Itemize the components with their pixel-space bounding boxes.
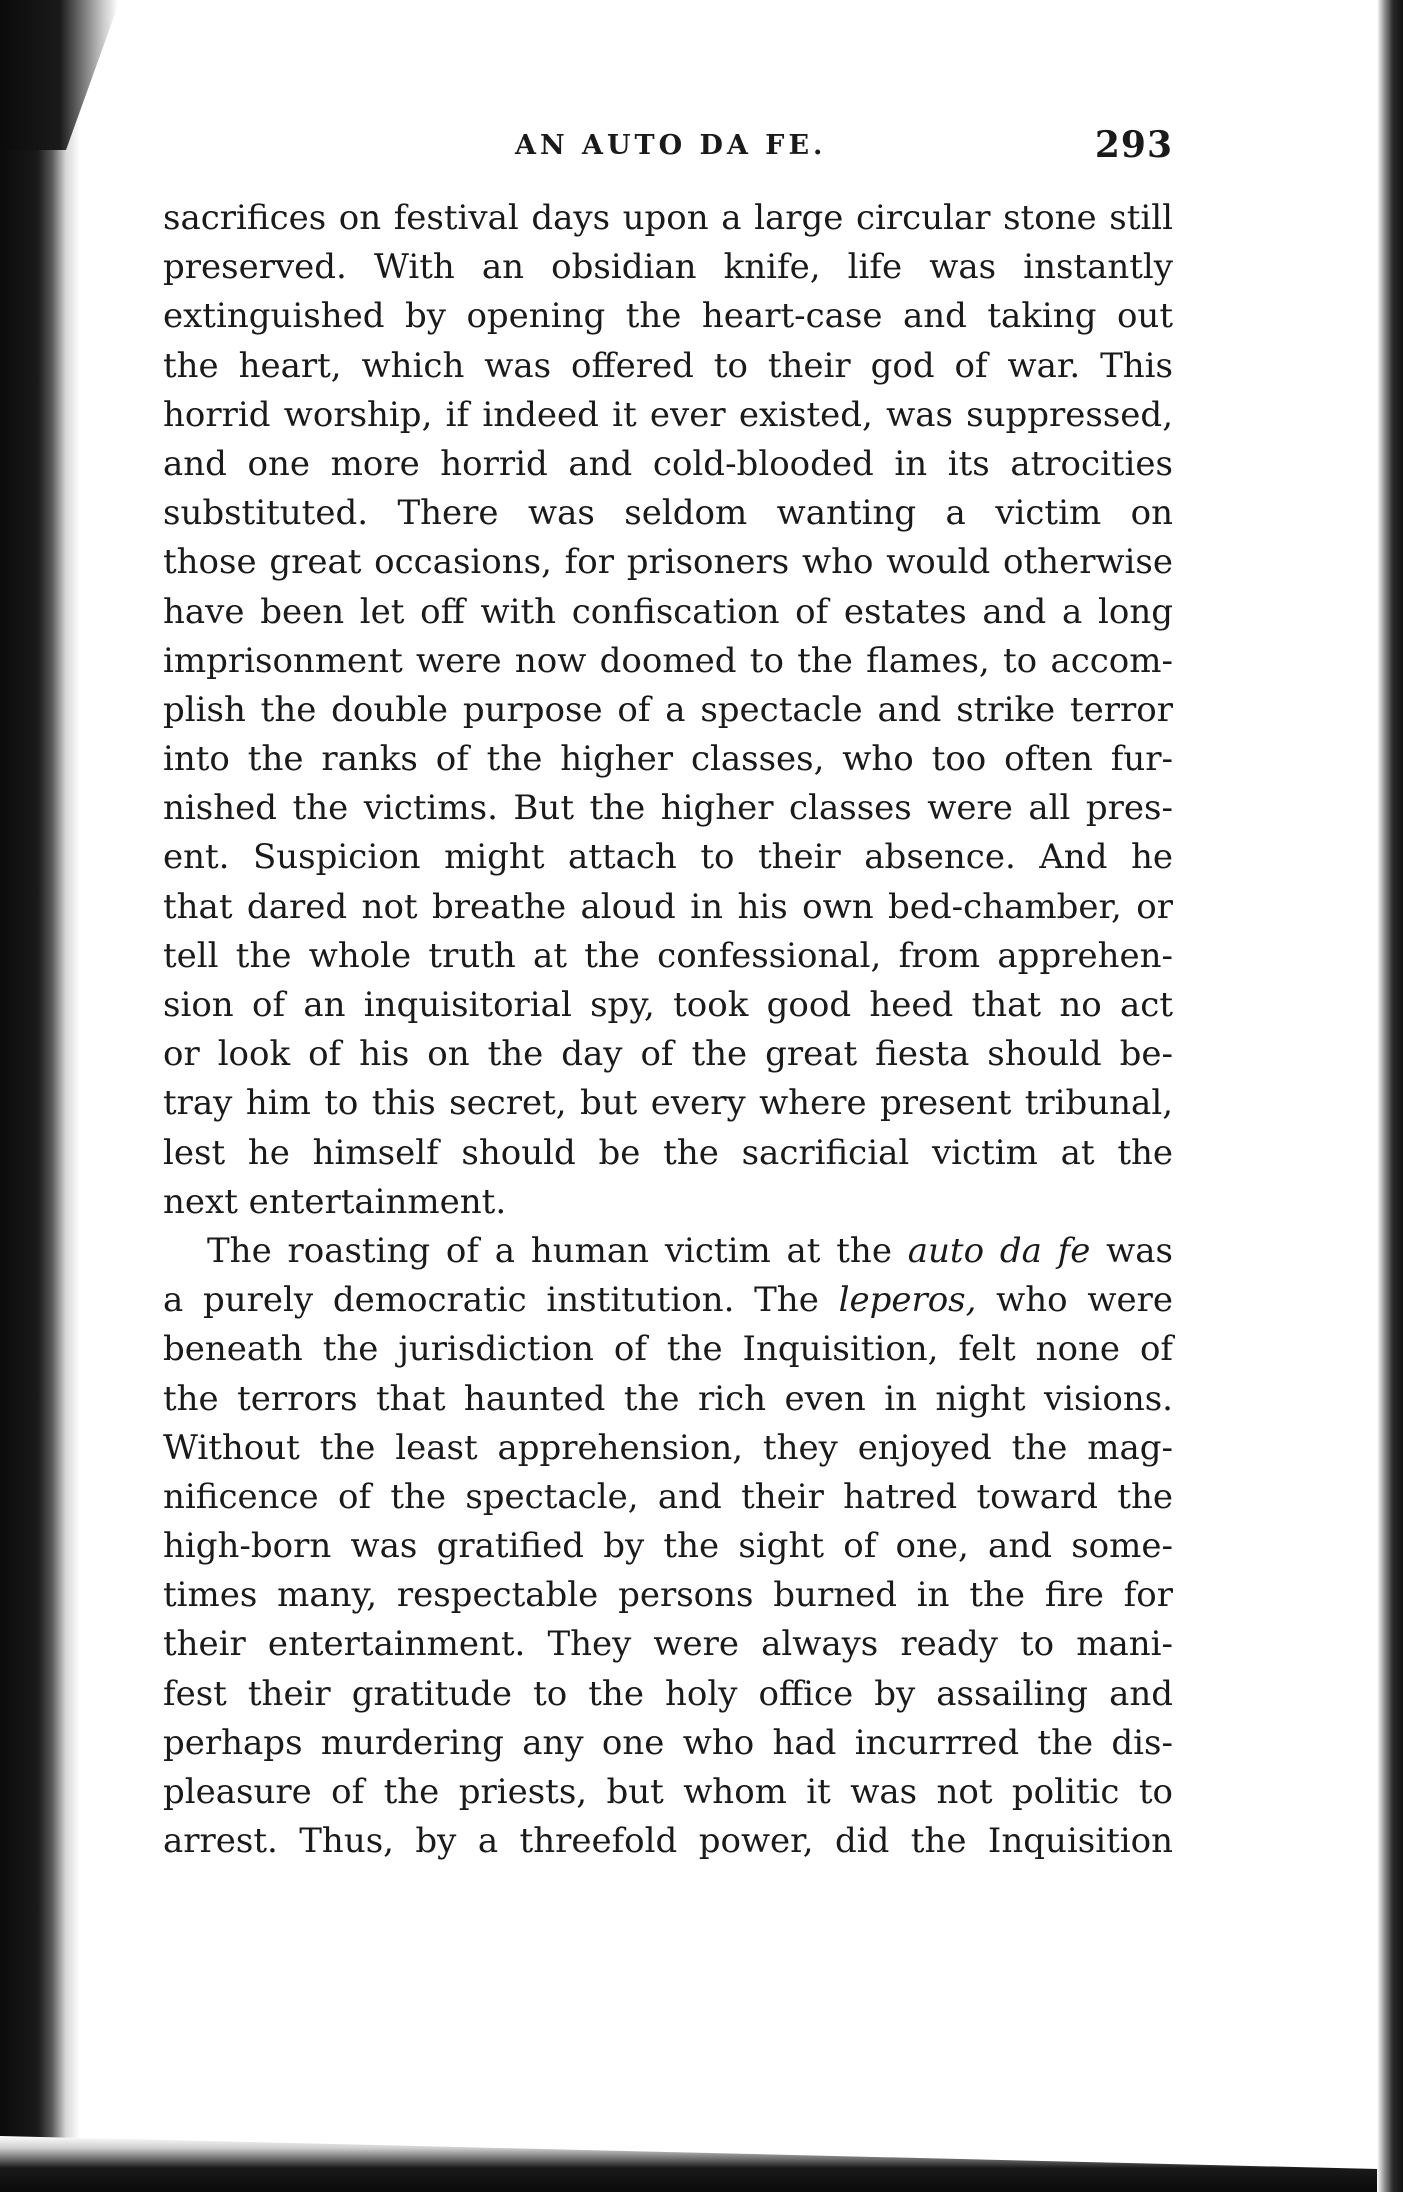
text-line: that dared not breathe aloud in his own bed-chamber, or <box>163 886 1173 927</box>
page-number: 293 <box>1094 124 1173 166</box>
text-line: into the ranks of the higher classes, who too often fur- <box>163 739 1173 780</box>
paragraph-1 <box>163 194 1173 1227</box>
italic-word-leperos: leperos, <box>838 1280 977 1321</box>
text-line: their entertainment. They were always ready to mani- <box>163 1624 1173 1665</box>
text-line: tray him to this secret, but every where present tribunal, <box>163 1083 1173 1124</box>
text-run: a purely democratic institution. The <box>163 1280 839 1321</box>
text-line: or look of his on the day of the great fiesta should be- <box>163 1034 1173 1075</box>
text-run: was <box>1090 1230 1174 1271</box>
text-line: pleasure of the priests, but whom it was not politic to <box>163 1772 1173 1812</box>
text-line: horrid worship, if indeed it ever existed, was suppressed, <box>163 394 1173 435</box>
text-line: next entertainment. <box>163 1181 507 1222</box>
text-line <box>163 1276 1173 1325</box>
text-line: and one more horrid and cold-blooded in its atrocities <box>163 443 1173 484</box>
bottom-edge-shadow <box>0 2136 1403 2192</box>
page-header <box>163 122 1173 182</box>
text-line: have been let off with confiscation of estates and a long <box>163 591 1173 632</box>
text-line: preserved. With an obsidian knife, life was instantly <box>163 247 1173 288</box>
text-line: sion of an inquisitorial spy, took good heed that no act <box>163 985 1173 1025</box>
text-line: ent. Suspicion might attach to their absence. And he <box>163 837 1173 878</box>
text-line: perhaps murdering any one who had incurrred the dis- <box>163 1722 1173 1763</box>
binding-shadow-top <box>0 0 120 150</box>
binding-shadow <box>0 0 90 2192</box>
text-line: nished the victims. But the higher classes were all pres- <box>163 788 1173 829</box>
text-run: The roasting of a human victim at the <box>207 1230 908 1271</box>
text-line <box>163 1227 1173 1276</box>
text-line: substituted. There was seldom wanting a victim on <box>163 493 1173 534</box>
text-line: the terrors that haunted the rich even in night visions. <box>163 1378 1173 1419</box>
text-line: lest he himself should be the sacrificial victim at the <box>163 1132 1173 1173</box>
text-line: the heart, which was offered to their god of war. This <box>163 345 1173 386</box>
text-line: plish the double purpose of a spectacle and strike terror <box>163 689 1173 730</box>
text-block <box>163 122 1173 1866</box>
text-line: times many, respectable persons burned in the fire for <box>163 1575 1173 1616</box>
text-line: those great occasions, for prisoners who would otherwise <box>163 542 1173 583</box>
text-line: Without the least apprehension, they enjoyed the mag- <box>163 1427 1173 1468</box>
running-head: AN AUTO DA FE. <box>515 130 827 161</box>
text-line: nificence of the spectacle, and their hatred toward the <box>163 1476 1173 1517</box>
right-edge-shadow <box>1377 0 1403 2192</box>
body-text <box>163 194 1173 1866</box>
text-line: beneath the jurisdiction of the Inquisition, felt none of <box>163 1329 1173 1370</box>
text-line: tell the whole truth at the confessional, from apprehen- <box>163 935 1173 976</box>
text-line: arrest. Thus, by a threefold power, did the Inquisition <box>163 1821 1173 1862</box>
text-line: imprisonment were now doomed to the flames, to accom- <box>163 640 1173 681</box>
text-line: extinguished by opening the heart-case and taking out <box>163 296 1173 337</box>
italic-phrase-auto-da-fe: auto da fe <box>907 1230 1091 1271</box>
paragraph-2 <box>163 1227 1173 1866</box>
text-run: who were <box>976 1280 1173 1321</box>
text-line: high-born was gratified by the sight of one, and some- <box>163 1526 1173 1567</box>
text-line: fest their gratitude to the holy office by assailing and <box>163 1673 1173 1714</box>
text-line: sacrifices on festival days upon a large circular stone still <box>163 198 1173 238</box>
